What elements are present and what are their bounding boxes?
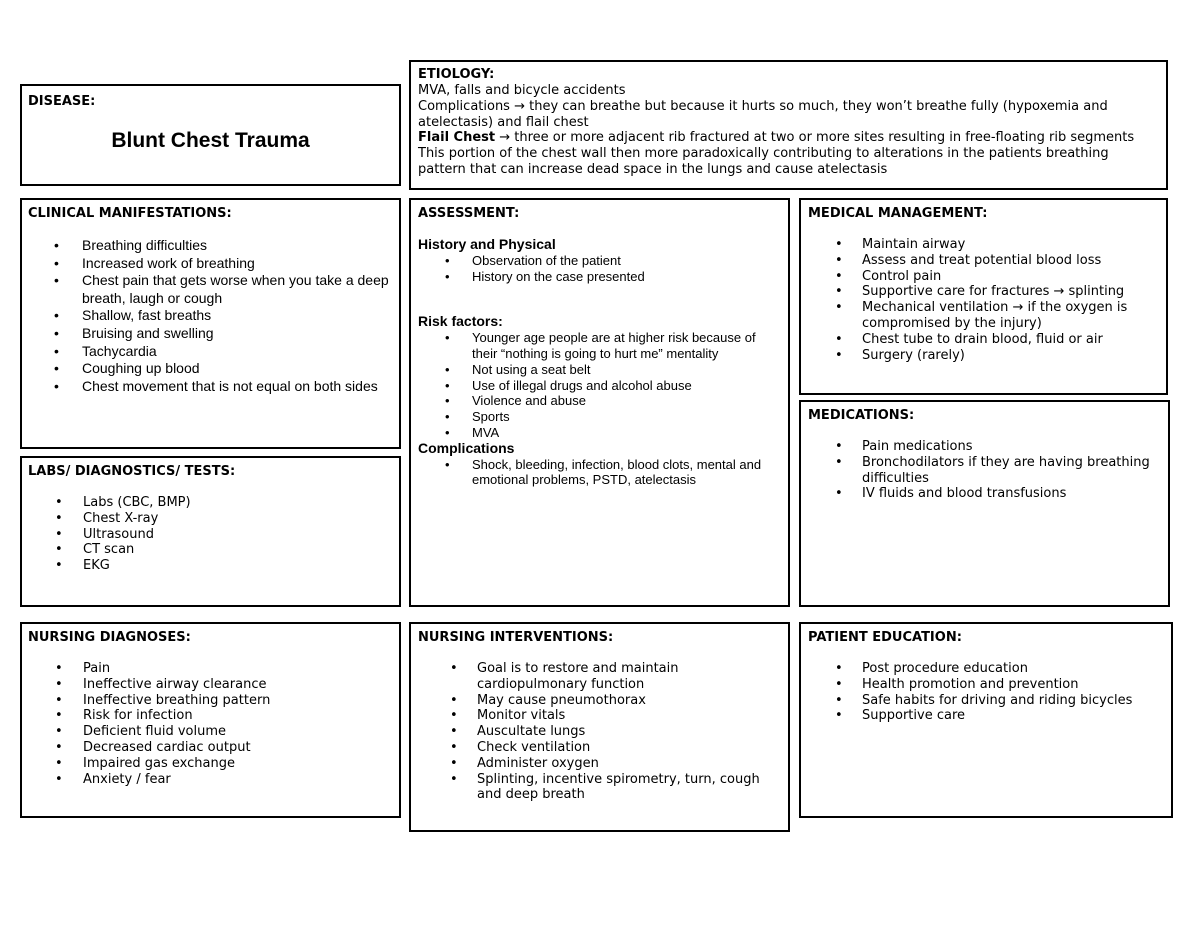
list-item: • Bronchodilators if they are having breathing difficulties <box>835 454 1150 486</box>
etiology-flail-chest <box>418 130 1150 146</box>
list-item: • Surgery (rarely) <box>835 347 965 363</box>
list-item: • CT scan <box>55 542 135 558</box>
list-item: • Ineffective airway clearance <box>55 676 267 692</box>
list-item: • Chest tube to drain blood, fluid or air <box>835 331 1103 347</box>
list-item: • Post procedure education <box>835 661 1028 676</box>
risk-factors-list <box>418 330 778 441</box>
list-item: • Tachycardia <box>54 342 157 359</box>
list-item: • Ineffective breathing pattern <box>55 692 271 708</box>
list-item: • Goal is to restore and maintain cardiopulmonary function <box>450 661 679 692</box>
list-item: • Shock, bleeding, infection, blood clots, mental and emotional problems, PSTD, atelectasis <box>445 456 762 488</box>
list-item: • Ultrasound <box>55 526 154 542</box>
assessment-label: ASSESSMENT: <box>418 206 520 221</box>
list-item: • Labs (CBC, BMP) <box>55 495 191 510</box>
patient-education-box <box>799 622 1173 818</box>
list-item: • Chest X-ray <box>55 510 159 526</box>
medications-label: MEDICATIONS: <box>808 408 915 423</box>
labs-label: LABS/ DIAGNOSTICS/ TESTS: <box>28 464 236 479</box>
nursing-diagnoses-box <box>20 622 401 818</box>
list-item: • Younger age people are at higher risk because of their “nothing is going to hurt me” mentality <box>445 330 756 361</box>
list-item: • Shallow, fast breaths <box>54 307 212 324</box>
list-item: • Observation of the patient <box>445 252 621 268</box>
complications-label: Complications <box>418 439 515 456</box>
list-item: • Auscultate lungs <box>450 724 586 740</box>
etiology-complications: Complications → they can breathe but because it hurts so much, they won’t breathe fully (hypoxemia and atelectasis) and flail chest <box>418 98 1108 130</box>
history-physical-label: History and Physical <box>418 236 556 252</box>
list-item: • EKG <box>55 558 110 574</box>
list-item: • Pain <box>55 661 111 676</box>
list-item: • Monitor vitals <box>450 708 566 724</box>
medical-management-label: MEDICAL MANAGEMENT: <box>808 206 988 221</box>
nursing-diagnoses-label: NURSING DIAGNOSES: <box>28 630 191 645</box>
list-item: • Maintain airway <box>835 237 966 252</box>
risk-factors-label: Risk factors: <box>418 313 503 330</box>
list-item: • Control pain <box>835 268 942 284</box>
list-item: • Decreased cardiac output <box>55 739 251 755</box>
medications-list <box>808 439 1160 502</box>
complications-list <box>418 457 778 489</box>
nursing-interventions-box <box>409 622 790 832</box>
list-item: • Chest movement that is not equal on both sides <box>54 377 378 394</box>
history-physical-list <box>418 253 778 285</box>
clinical-label: CLINICAL MANIFESTATIONS: <box>28 206 232 221</box>
patient-education-list <box>808 661 1163 724</box>
etiology-portion: This portion of the chest wall then more paradoxically contributing to alterations in the patients breathing pattern that can increase dead space in the lungs and cause atelectasis <box>418 146 1109 177</box>
list-item: • Health promotion and prevention <box>835 676 1079 692</box>
disease-label: DISEASE: <box>28 94 96 109</box>
list-item: • Mechanical ventilation → if the oxygen is compromised by the injury) <box>835 300 1128 331</box>
clinical-list <box>28 237 389 395</box>
list-item: • Chest pain that gets worse when you take a deep breath, laugh or cough <box>54 272 389 306</box>
list-item: • Administer oxygen <box>450 755 599 771</box>
list-item: • Increased work of breathing <box>54 254 255 271</box>
medical-management-list <box>808 237 1158 363</box>
list-item: • Not using a seat belt <box>445 361 591 377</box>
list-item: • Sports <box>445 409 510 425</box>
medical-management-box <box>799 198 1168 395</box>
list-item: • Impaired gas exchange <box>55 755 235 771</box>
list-item: • Coughing up blood <box>54 360 200 377</box>
list-item: • Bruising and swelling <box>54 324 214 341</box>
list-item: • History on the case presented <box>445 268 645 284</box>
labs-list <box>28 495 389 574</box>
etiology-causes: MVA, falls and bicycle accidents <box>418 83 626 98</box>
clinical-manifestations-box <box>20 198 401 449</box>
list-item: • MVA <box>445 424 500 440</box>
list-item: • IV fluids and blood transfusions <box>835 486 1067 502</box>
labs-box <box>20 456 401 607</box>
flail-chest-text: → three or more adjacent rib fractured at two or more sites resulting in free-floating rib segments <box>495 130 1135 146</box>
etiology-label: ETIOLOGY: <box>418 67 495 82</box>
etiology-box <box>409 60 1168 190</box>
list-item: • Breathing difficulties <box>54 237 208 253</box>
flail-chest-label: Flail Chest <box>418 130 496 146</box>
nursing-interventions-label: NURSING INTERVENTIONS: <box>418 630 614 645</box>
list-item: • Risk for infection <box>55 708 193 724</box>
disease-box <box>20 84 401 186</box>
assessment-box <box>409 198 790 607</box>
disease-title: Blunt Chest Trauma <box>111 129 310 152</box>
list-item: • Supportive care <box>835 708 965 724</box>
list-item: • Splinting, incentive spirometry, turn, cough and deep breath <box>450 771 760 803</box>
nursing-interventions-list <box>418 661 778 803</box>
patient-education-label: PATIENT EDUCATION: <box>808 630 962 645</box>
list-item: • Assess and treat potential blood loss <box>835 252 1102 268</box>
list-item: • Supportive care for fractures → splinting <box>835 284 1125 300</box>
list-item: • Anxiety / fear <box>55 771 171 787</box>
list-item: • May cause pneumothorax <box>450 692 646 708</box>
nursing-diagnoses-list <box>28 661 389 787</box>
list-item: • Use of illegal drugs and alcohol abuse <box>445 377 692 393</box>
list-item: • Check ventilation <box>450 739 591 755</box>
list-item: • Safe habits for driving and riding bicycles <box>835 692 1133 708</box>
list-item: • Pain medications <box>835 439 973 454</box>
medications-box <box>799 400 1170 607</box>
list-item: • Deficient fluid volume <box>55 724 227 740</box>
list-item: • Violence and abuse <box>445 393 586 409</box>
